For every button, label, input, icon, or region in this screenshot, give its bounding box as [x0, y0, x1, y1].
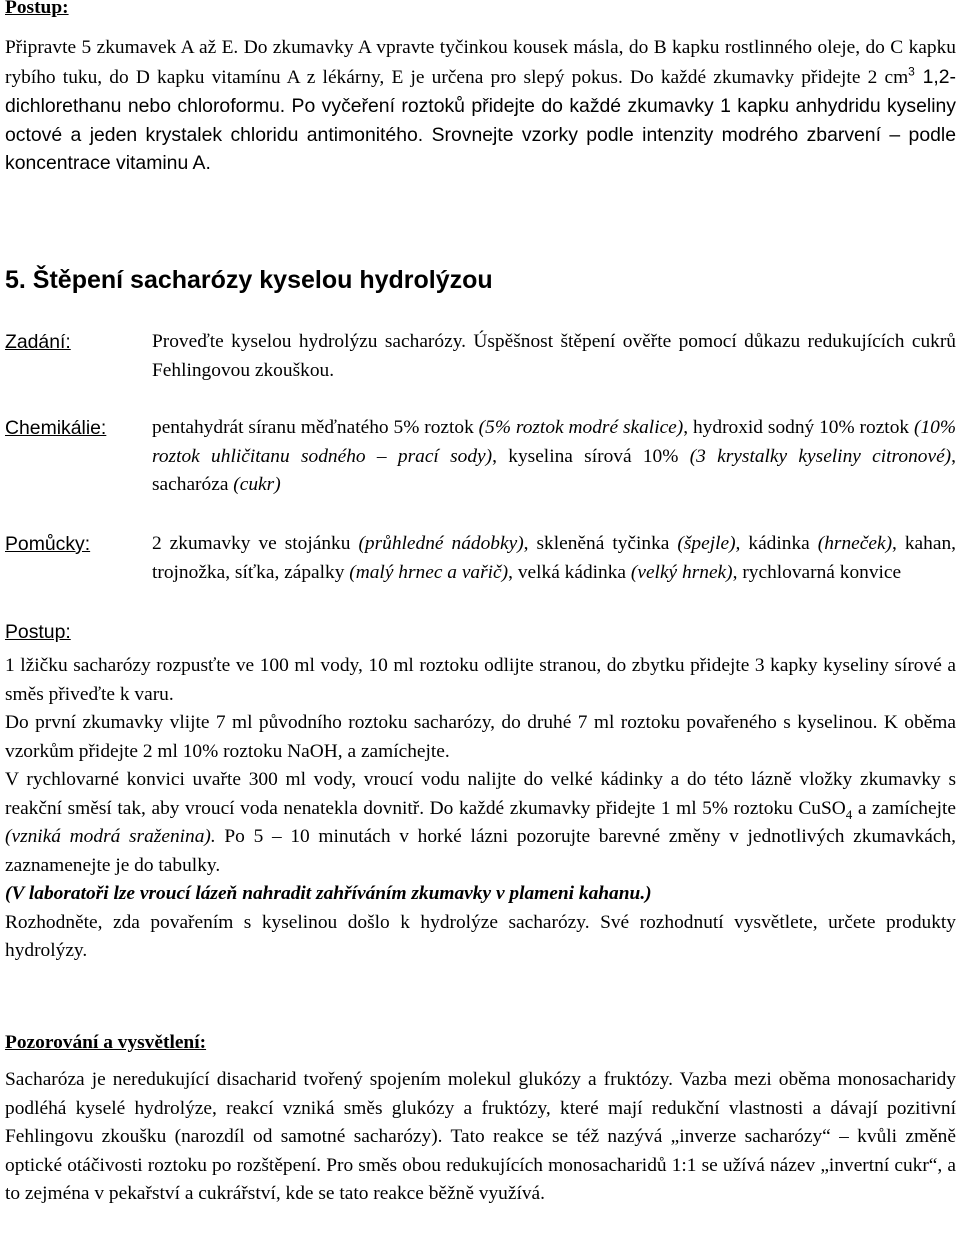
pozorovani-text: Sacharóza je neredukující disacharid tvořený spojením molekul glukózy a fruktózy. Vazba mezi oběma monosacharidy podléhá kyselé hydrolýze, reakcí vzniká směs glukózy a fruktózy, které mají redukční vlastnosti a dávají pozitivní Fehlingovu zkoušku (narozdíl od samotné sacharózy). Tato reakce se též nazývá „inverze sacharózy“ – kvůli změně optické otáčivosti roztoku po rozštěpení. Pro směs obou redukujících monosacharidů 1:1 se užívá název „invertní cukr“, a to zejména v pekařství a cukrářství, kde se tato reakce běžně využívá.	[5, 1069, 956, 1204]
postup-2-p4: Rozhodněte, zda povařením s kyselinou došlo k hydrolýze sacharózy. Své rozhodnutí vysvětlete, určete produkty hydrolýzy.	[5, 911, 956, 961]
postup-2-note: (V laboratoři lze vroucí lázeň nahradit zahříváním zkumavky v plameni kahanu.)	[5, 883, 652, 904]
chemikalie-row	[5, 414, 956, 500]
pomucky-row	[5, 530, 956, 587]
postup-2-p2: Do první zkumavky vlijte 7 ml původního roztoku sacharózy, do druhé 7 ml roztoku povařeného s kyselinou. K oběma vzorkům přidejte 2 ml 10% roztoku NaOH, a zamíchejte.	[5, 712, 956, 762]
pomucky-text: 2 zkumavky ve stojánku (průhledné nádobky), skleněná tyčinka (špejle), kádinka (hrneček), kahan, trojnožka, síťka, zápalky (malý hrnec a vařič), velká kádinka (velký hrnek), rychlovarná konvice	[152, 533, 957, 583]
zadani-row	[5, 328, 956, 385]
zadani-label: Zadání:	[5, 331, 71, 353]
pozorovani-heading: Pozorování a vysvětlení:	[5, 1032, 207, 1053]
postup-2-body	[5, 652, 956, 966]
postup-2-p3: V rychlovarné konvici uvařte 300 ml vody, vroucí vodu nalijte do velké kádinky a do této lázně vložky zkumavky s reakční směsí tak, aby vroucí voda nenatekla dovnitř. Do každé zkumavky přidejte 1 ml 5% roztoku CuSO$_4$ a zamíchejte (vzniká modrá sraženina). Po 5 – 10 minutách v horké lázni pozorujte barevné změny v jednotlivých zkumavkách, zaznamenejte je do tabulky.	[5, 769, 956, 876]
chemikalie-label: Chemikálie:	[5, 417, 107, 439]
postup1-part-1: Připravte 5 zkumavek A až E. Do zkumavky A vpravte tyčinkou kousek másla, do B kapku rostlinného oleje, do C kapku rybího tuku, do D kapku vitamínu A z lékárny, E je určena pro slepý pokus. Do každé zkumavky přidejte 2 cm	[5, 37, 956, 88]
postup1-superscript: 3	[908, 64, 915, 79]
pomucky-label: Pomůcky:	[5, 533, 91, 555]
postup-heading-2: Postup:	[5, 621, 71, 643]
postup-heading-1: Postup:	[5, 0, 69, 18]
postup-paragraph-1	[5, 33, 956, 178]
chemikalie-text: pentahydrát síranu měďnatého 5% roztok (5% roztok modré skalice), hydroxid sodný 10% roztok (10% roztok uhličitanu sodného – prací sody), kyselina sírová 10% (3 krystalky kyseliny citronové), sacharóza (cukr)	[152, 417, 956, 495]
section-5-title: 5. Štěpení sacharózy kyselou hydrolýzou	[5, 266, 493, 294]
postup1-part-2: 1,2-dichlorethanu nebo chloroformu. Po vyčeření roztoků přidejte do každé zkumavky 1 kapku anhydridu kyseliny octové a jeden krystalek chloridu antimonitého. Srovnejte vzorky podle intenzity modrého zbarvení – podle koncentrace vitaminu A.	[5, 65, 956, 174]
zadani-text: Proveďte kyselou hydrolýzu sacharózy. Úspěšnost štěpení ověřte pomocí důkazu redukujících cukrů Fehlingovou zkouškou.	[152, 331, 956, 381]
postup-2-p1: 1 lžičku sacharózy rozpusťte ve 100 ml vody, 10 ml roztoku odlijte stranou, do zbytku přidejte 3 kapky kyseliny sírové a směs přiveďte k varu.	[5, 655, 956, 705]
